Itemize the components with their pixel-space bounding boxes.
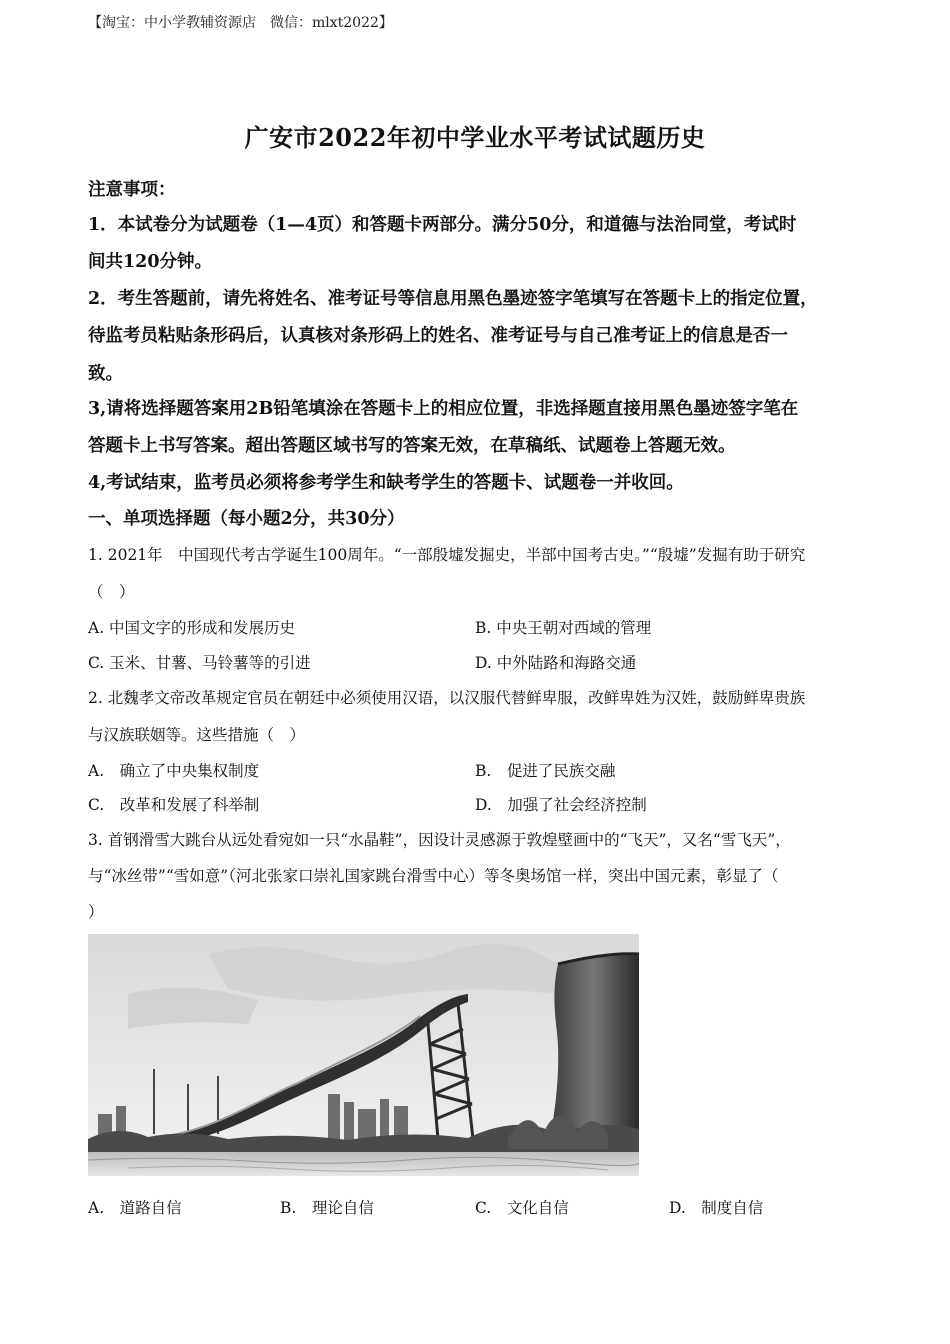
notice-line: 2．考生答题前，请先将姓名、准考证号等信息用黑色墨迹签字笔填写在答题卡上的指定位置， [88,289,818,309]
q1-option-c: C. 玉米、甘薯、马铃薯等的引进 [88,654,311,672]
question-3-stem-cont: 与“冰丝带”“雪如意”（河北张家口崇礼国家跳台滑雪中心）等冬奥场馆一样，突出中国元素，彰显了（ [88,867,779,885]
notice-line: 1．本试卷分为试题卷（1—4页）和答题卡两部分。满分50分，和道德与法治同堂，考试时 [88,215,797,235]
notice-line: 3,请将选择题答案用2B铅笔填涂在答题卡上的相应位置，非选择题直接用黑色墨迹签字笔在 [88,399,799,419]
question-1-stem-cont: （ ） [88,583,135,601]
q3-option-b: B. 理论自信 [280,1199,374,1217]
question-1-stem: 1. 2021年 中国现代考古学诞生100周年。“一部殷墟发掘史，半部中国考古史。”“殷墟”发掘有助于研究 [88,546,806,564]
q3-option-d: D. 制度自信 [669,1199,764,1217]
notice-line: 答题卡上书写答案。超出答题区域书写的答案无效，在草稿纸、试题卷上答题无效。 [88,436,736,456]
notice-line: 4,考试结束，监考员必须将参考学生和缺考学生的答题卡、试题卷一并收回。 [88,473,684,493]
notice-heading: 注意事项： [88,180,176,200]
q2-option-c: C. 改革和发展了科举制 [88,796,260,814]
question-3-stem-end: ） [88,903,104,921]
section-heading: 一、单项选择题（每小题2分，共30分） [88,509,405,529]
q1-option-b: B. 中央王朝对西域的管理 [475,619,652,637]
q2-option-a: A. 确立了中央集权制度 [88,762,260,780]
question-2-stem: 2. 北魏孝文帝改革规定官员在朝廷中必须使用汉语，以汉服代替鲜卑服，改鲜卑姓为汉姓，鼓励鲜卑贵族 [88,689,806,707]
notice-line: 间共120分钟。 [88,252,213,272]
q2-option-d: D. 加强了社会经济控制 [475,796,647,814]
notice-line: 致。 [88,364,123,384]
header-watermark-note: 【淘宝：中小学教辅资源店 微信：mlxt2022】 [88,15,393,31]
question-2-stem-cont: 与汉族联姻等。这些措施（ ） [88,726,306,744]
ski-jump-photo [88,934,639,1176]
page-title: 广安市2022年初中学业水平考试试题历史 [244,123,706,152]
q1-option-d: D. 中外陆路和海路交通 [475,654,637,672]
q3-option-c: C. 文化自信 [475,1199,569,1217]
question-3-stem: 3. 首钢滑雪大跳台从远处看宛如一只“水晶鞋”，因设计灵感源于敦煌壁画中的“飞天”，又名“雪飞天”， [88,831,791,849]
notice-line: 待监考员粘贴条形码后，认真核对条形码上的姓名、准考证号与自己准考证上的信息是否一 [88,326,788,346]
q1-option-a: A. 中国文字的形成和发展历史 [88,619,296,637]
q2-option-b: B. 促进了民族交融 [475,762,616,780]
q3-option-a: A. 道路自信 [88,1199,182,1217]
